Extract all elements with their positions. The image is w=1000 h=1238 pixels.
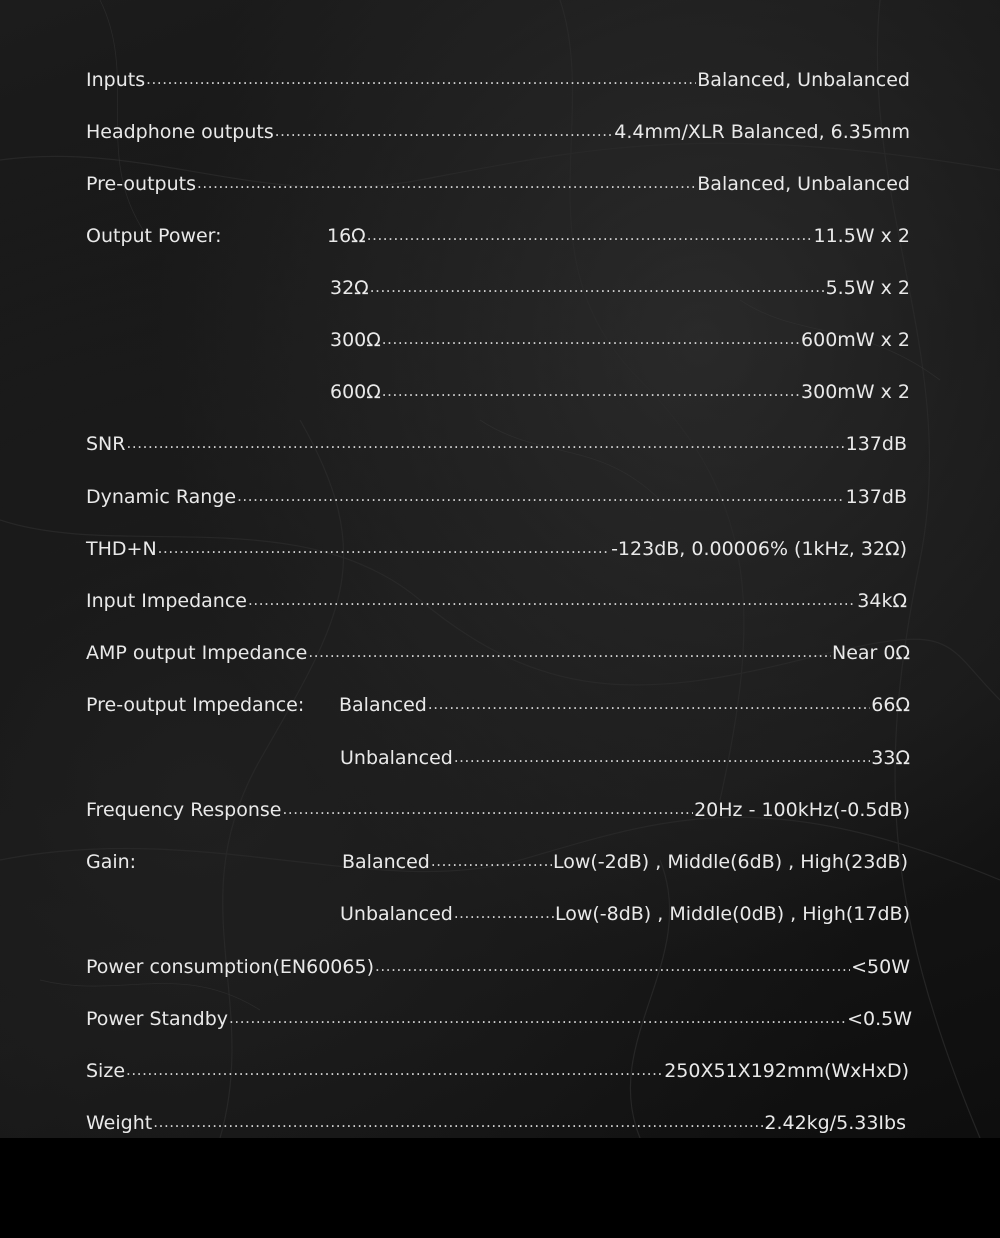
spec-row-pre-output-impedance-balanced [86,690,910,720]
leader-dots [428,690,870,720]
leader-dots [126,1056,663,1086]
spec-label: Dynamic Range [86,486,237,508]
spec-label: AMP output Impedance [86,642,308,664]
spec-label: Balanced [339,694,427,716]
spec-row-pre-outputs [86,169,910,199]
spec-row-snr [86,429,907,459]
spec-label: Power consumption(EN60065) [86,956,374,978]
spec-label: 16Ω [327,225,366,247]
spec-row-frequency-response [86,795,910,825]
spec-value: -123dB, 0.00006% (1kHz, 32Ω) [611,538,907,560]
leader-dots [153,1108,763,1138]
leader-dots [367,221,813,251]
spec-row-dynamic-range [86,482,907,512]
spec-value: 4.4mm/XLR Balanced, 6.35mm [614,121,910,143]
leader-dots [431,847,552,877]
leader-dots [454,899,554,929]
leader-dots [197,169,696,199]
spec-value: 2.42kg/5.33Ibs [764,1112,906,1134]
spec-row-weight [86,1108,906,1138]
spec-value: Balanced, Unbalanced [697,173,910,195]
leader-dots [237,482,845,512]
spec-row-pre-output-impedance-unbalanced [340,743,910,773]
spec-label: 32Ω [330,277,369,299]
leader-dots [126,429,844,459]
spec-label: Unbalanced [340,747,453,769]
spec-value: 66Ω [871,694,910,716]
spec-row-thd-n [86,534,907,564]
spec-label: 600Ω [330,381,381,403]
spec-value: 137dB [845,486,907,508]
spec-value: Low(-8dB) , Middle(0dB) , High(17dB) [554,903,910,925]
spec-value: 600mW x 2 [801,329,910,351]
leader-dots [308,638,831,668]
leader-dots [382,377,800,407]
leader-dots [370,273,825,303]
spec-row-amp-output-impedance [86,638,910,668]
spec-value: Low(-2dB) , Middle(6dB) , High(23dB) [552,851,908,873]
leader-dots [158,534,610,564]
leader-dots [248,586,856,616]
spec-value: Near 0Ω [831,642,910,664]
spec-value: 5.5W x 2 [825,277,910,299]
spec-row-headphone-outputs [86,117,910,147]
spec-value: Balanced, Unbalanced [697,69,910,91]
spec-value: <0.5W [847,1008,912,1030]
spec-row-output-power-300 [330,325,910,355]
spec-row-output-power-32 [330,273,910,303]
spec-value: <50W [851,956,910,978]
leader-dots [229,1004,846,1034]
spec-value: 250X51X192mm(WxHxD) [664,1060,909,1082]
leader-dots [382,325,800,355]
spec-group-label: Gain: [86,851,137,873]
spec-row-power-consumption [86,952,910,982]
spec-row-gain-balanced [86,847,908,877]
spec-label: Headphone outputs [86,121,274,143]
spec-value: 20Hz - 100kHz(-0.5dB) [694,799,910,821]
spec-label: Power Standby [86,1008,229,1030]
spec-row-input-impedance [86,586,907,616]
spec-row-size [86,1056,909,1086]
leader-dots [454,743,870,773]
spec-value: 137dB [845,433,907,455]
spec-label: SNR [86,433,126,455]
spec-label: Size [86,1060,126,1082]
spec-value: 34kΩ [857,590,907,612]
spec-value: 11.5W x 2 [813,225,910,247]
spec-label: Inputs [86,69,146,91]
leader-dots [146,65,696,95]
spec-group-label: Pre-output Impedance: [86,694,305,716]
leader-dots [275,117,614,147]
spec-label: Balanced [342,851,430,873]
spec-row-inputs [86,65,910,95]
spec-group-label: Output Power: [86,225,222,247]
spec-label: Pre-outputs [86,173,196,195]
spec-row-gain-unbalanced [340,899,910,929]
spec-label: Weight [86,1112,153,1134]
spec-label: Unbalanced [340,903,453,925]
spec-value: 33Ω [871,747,910,769]
bottom-black-band [0,1138,1000,1238]
spec-value: 300mW x 2 [801,381,910,403]
spec-label: THD+N [86,538,157,560]
spec-row-output-power-600 [330,377,910,407]
spec-label: Frequency Response [86,799,282,821]
spec-row-power-standby [86,1004,912,1034]
spec-label: Input Impedance [86,590,247,612]
spec-row-output-power-16 [86,221,910,251]
leader-dots [282,795,693,825]
spec-label: 300Ω [330,329,381,351]
leader-dots [375,952,850,982]
